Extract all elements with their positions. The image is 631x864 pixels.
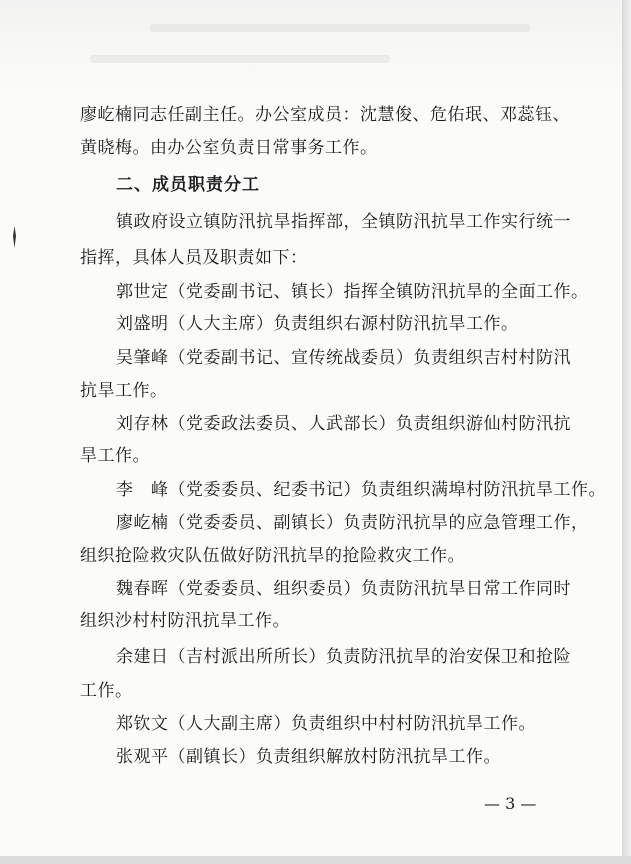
faded-text-line bbox=[90, 55, 390, 63]
margin-mark-icon bbox=[12, 226, 17, 248]
paragraph-line: 旱工作。 bbox=[80, 446, 150, 466]
paragraph-line: 余建日（吉村派出所所长）负责防汛抗旱的治安保卫和抢险 bbox=[116, 647, 571, 667]
paragraph-line: 张观平（副镇长）负责组织解放村防汛抗旱工作。 bbox=[116, 747, 501, 767]
paragraph-line: 刘存林（党委政法委员、人武部长）负责组织游仙村防汛抗 bbox=[116, 414, 571, 434]
paragraph-line: 廖屹楠同志任副主任。办公室成员：沈慧俊、危佑珉、邓蕊钰、 bbox=[80, 105, 570, 125]
section-heading: 二、成员职责分工 bbox=[116, 175, 260, 195]
paragraph-line: 廖屹楠（党委委员、副镇长）负责防汛抗旱的应急管理工作， bbox=[116, 513, 589, 533]
faded-header-area bbox=[0, 0, 622, 90]
page-edge bbox=[622, 0, 631, 864]
paragraph-line: 抗旱工作。 bbox=[80, 381, 168, 401]
page-number: — 3 — bbox=[484, 794, 537, 813]
scan-bottom-strip bbox=[0, 856, 631, 864]
paragraph-line: 李 峰（党委委员、纪委书记）负责组织满埠村防汛抗旱工作。 bbox=[116, 480, 606, 500]
faded-text-line bbox=[150, 24, 530, 32]
paragraph-line: 组织抢险救灾队伍做好防汛抗旱的抢险救灾工作。 bbox=[80, 546, 465, 566]
paragraph-line: 黄晓梅。由办公室负责日常事务工作。 bbox=[80, 138, 378, 158]
paragraph-line: 魏春晖（党委委员、组织委员）负责防汛抗旱日常工作同时 bbox=[116, 579, 571, 599]
paragraph-line: 镇政府设立镇防汛抗旱指挥部，全镇防汛抗旱工作实行统一 bbox=[116, 212, 571, 232]
paragraph-line: 指挥，具体人员及职责如下： bbox=[80, 248, 308, 268]
paragraph-line: 工作。 bbox=[80, 681, 133, 701]
paragraph-line: 组织沙村村防汛抗旱工作。 bbox=[80, 611, 290, 631]
paragraph-line: 刘盛明（人大主席）负责组织右源村防汛抗旱工作。 bbox=[116, 314, 519, 334]
paragraph-line: 郭世定（党委副书记、镇长）指挥全镇防汛抗旱的全面工作。 bbox=[116, 282, 589, 302]
paragraph-line: 郑钦文（人大副主席）负责组织中村村防汛抗旱工作。 bbox=[116, 714, 536, 734]
paragraph-line: 吴肇峰（党委副书记、宣传统战委员）负责组织吉村村防汛 bbox=[116, 348, 571, 368]
